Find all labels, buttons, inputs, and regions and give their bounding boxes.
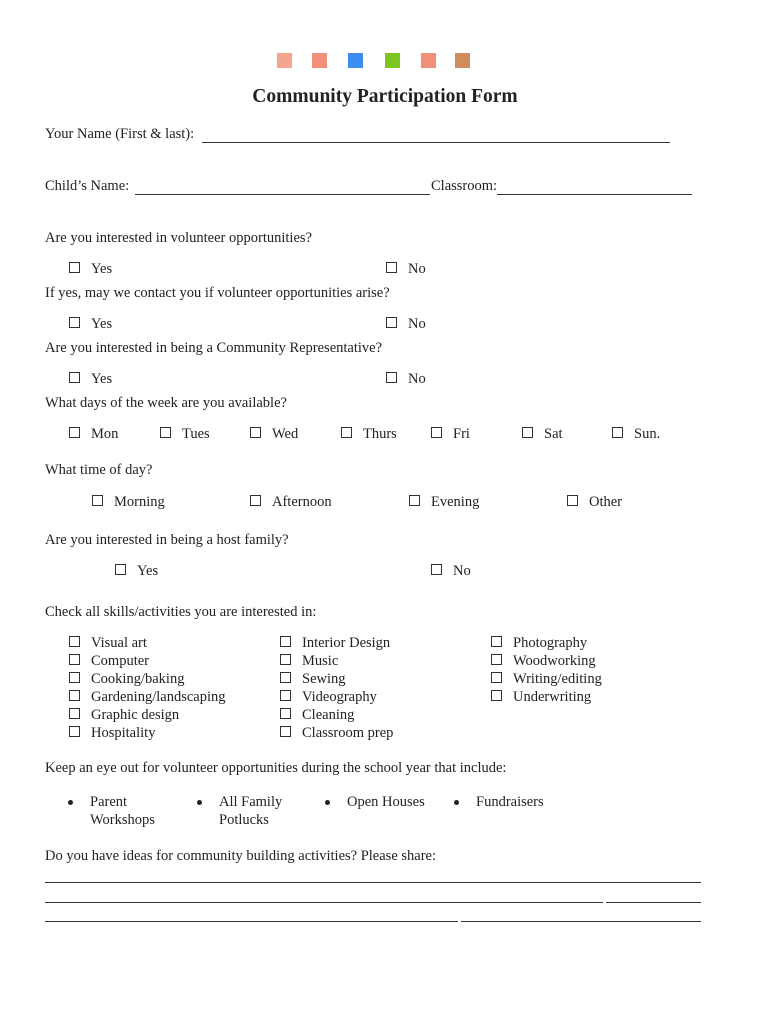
day-option-wed[interactable] bbox=[250, 426, 298, 443]
checkbox[interactable] bbox=[491, 636, 502, 647]
ideas-question: Do you have ideas for community building activities? Please share: bbox=[45, 848, 436, 864]
checkbox[interactable] bbox=[69, 636, 80, 647]
option-label: Cooking/baking bbox=[91, 671, 185, 687]
contact-yes-option[interactable] bbox=[69, 316, 112, 333]
day-option-tues[interactable] bbox=[160, 426, 210, 443]
day-option-mon[interactable] bbox=[69, 426, 118, 443]
skill-option[interactable] bbox=[491, 689, 591, 706]
skill-option[interactable] bbox=[280, 689, 377, 706]
event-line-1: All Family bbox=[219, 794, 283, 810]
option-label: Hospitality bbox=[91, 725, 156, 741]
event-line-2: Potlucks bbox=[219, 812, 269, 828]
option-label: Thurs bbox=[363, 426, 397, 442]
child-name-field[interactable] bbox=[135, 194, 430, 195]
your-name-field[interactable] bbox=[202, 142, 670, 143]
checkbox[interactable] bbox=[69, 317, 80, 328]
option-label: Mon bbox=[91, 426, 119, 442]
option-label: Morning bbox=[114, 494, 165, 510]
checkbox[interactable] bbox=[491, 690, 502, 701]
checkbox[interactable] bbox=[280, 690, 291, 701]
contact-question: If yes, may we contact you if volunteer opportunities arise? bbox=[45, 285, 390, 301]
ideas-line-3b[interactable] bbox=[461, 921, 701, 922]
checkbox[interactable] bbox=[522, 427, 533, 438]
option-label: Yes bbox=[91, 316, 113, 332]
option-label: Afternoon bbox=[272, 494, 332, 510]
ideas-line-1[interactable] bbox=[45, 882, 701, 883]
day-option-sun[interactable] bbox=[612, 426, 660, 443]
option-label: Cleaning bbox=[302, 707, 355, 723]
event-line-1: Parent bbox=[90, 794, 128, 810]
checkbox[interactable] bbox=[115, 564, 126, 575]
your-name-label: Your Name (First & last): bbox=[45, 126, 195, 142]
checkbox[interactable] bbox=[69, 708, 80, 719]
option-label: No bbox=[408, 316, 426, 332]
option-label: Sat bbox=[544, 426, 563, 442]
skill-option[interactable] bbox=[69, 707, 179, 724]
skills-question: Check all skills/activities you are interested in: bbox=[45, 604, 317, 620]
logo-square-5 bbox=[421, 53, 436, 68]
option-label: No bbox=[408, 261, 426, 277]
ideas-line-3a[interactable] bbox=[45, 921, 458, 922]
page-title: Community Participation Form bbox=[252, 86, 518, 107]
skill-option[interactable] bbox=[491, 653, 596, 670]
logo-square-6 bbox=[455, 53, 470, 68]
checkbox[interactable] bbox=[280, 654, 291, 665]
checkbox[interactable] bbox=[160, 427, 171, 438]
option-label: Computer bbox=[91, 653, 149, 669]
checkbox[interactable] bbox=[280, 636, 291, 647]
option-label: Visual art bbox=[91, 635, 147, 651]
checkbox[interactable] bbox=[250, 427, 261, 438]
skill-option[interactable] bbox=[69, 653, 149, 670]
option-label: Evening bbox=[431, 494, 480, 510]
option-label: No bbox=[453, 563, 471, 579]
events-intro: Keep an eye out for volunteer opportunities during the school year that include: bbox=[45, 760, 507, 776]
checkbox[interactable] bbox=[69, 262, 80, 273]
checkbox[interactable] bbox=[280, 672, 291, 683]
checkbox[interactable] bbox=[69, 427, 80, 438]
logo-square-2 bbox=[312, 53, 327, 68]
checkbox[interactable] bbox=[280, 726, 291, 737]
checkbox[interactable] bbox=[341, 427, 352, 438]
checkbox[interactable] bbox=[431, 564, 442, 575]
option-label: Other bbox=[589, 494, 623, 510]
checkbox[interactable] bbox=[69, 690, 80, 701]
skill-option[interactable] bbox=[280, 653, 338, 670]
volunteer-yes-option[interactable] bbox=[69, 261, 112, 278]
event-line-1: Fundraisers bbox=[476, 794, 544, 810]
logo-square-3 bbox=[348, 53, 363, 68]
checkbox[interactable] bbox=[612, 427, 623, 438]
option-label: Tues bbox=[182, 426, 210, 442]
option-label: Wed bbox=[272, 426, 299, 442]
option-label: Gardening/landscaping bbox=[91, 689, 226, 705]
bullet-icon bbox=[454, 800, 459, 805]
option-label: Videography bbox=[302, 689, 377, 705]
checkbox[interactable] bbox=[567, 495, 578, 506]
bullet-icon bbox=[68, 800, 73, 805]
day-option-sat[interactable] bbox=[522, 426, 563, 443]
time-option-other[interactable] bbox=[567, 494, 622, 511]
logo-square-4 bbox=[385, 53, 400, 68]
option-label: Yes bbox=[137, 563, 159, 579]
host-no-option[interactable] bbox=[431, 563, 471, 580]
checkbox[interactable] bbox=[69, 672, 80, 683]
event-item bbox=[325, 793, 425, 811]
ideas-line-2a[interactable] bbox=[45, 902, 603, 903]
time-option-morning[interactable] bbox=[92, 494, 165, 511]
volunteer-question: Are you interested in volunteer opportunities? bbox=[45, 230, 312, 246]
option-label: Photography bbox=[513, 635, 588, 651]
host-question: Are you interested in being a host family? bbox=[45, 532, 289, 548]
volunteer-no-option[interactable] bbox=[386, 261, 426, 278]
checkbox[interactable] bbox=[409, 495, 420, 506]
contact-no-option[interactable] bbox=[386, 316, 426, 333]
checkbox[interactable] bbox=[69, 372, 80, 383]
representative-no-option[interactable] bbox=[386, 371, 426, 388]
logo-square-1 bbox=[277, 53, 292, 68]
ideas-line-2b[interactable] bbox=[606, 902, 701, 903]
option-label: Classroom prep bbox=[302, 725, 394, 741]
event-item bbox=[454, 793, 544, 811]
skill-option[interactable] bbox=[280, 671, 346, 688]
option-label: Underwriting bbox=[513, 689, 592, 705]
day-option-thurs[interactable] bbox=[341, 426, 397, 443]
checkbox[interactable] bbox=[280, 708, 291, 719]
event-item bbox=[197, 793, 282, 829]
checkbox[interactable] bbox=[386, 372, 397, 383]
skill-option[interactable] bbox=[491, 671, 602, 688]
classroom-field[interactable] bbox=[497, 194, 692, 195]
time-question: What time of day? bbox=[45, 462, 153, 478]
option-label: Fri bbox=[453, 426, 470, 442]
event-line-1: Open Houses bbox=[347, 794, 425, 810]
checkbox[interactable] bbox=[250, 495, 261, 506]
checkbox[interactable] bbox=[69, 654, 80, 665]
option-label: Woodworking bbox=[513, 653, 596, 669]
skill-option[interactable] bbox=[280, 725, 393, 742]
representative-question: Are you interested in being a Community Representative? bbox=[45, 340, 383, 356]
checkbox[interactable] bbox=[92, 495, 103, 506]
checkbox[interactable] bbox=[491, 654, 502, 665]
checkbox[interactable] bbox=[69, 726, 80, 737]
day-option-fri[interactable] bbox=[431, 426, 470, 443]
option-label: Sewing bbox=[302, 671, 346, 687]
checkbox[interactable] bbox=[386, 317, 397, 328]
skill-option[interactable] bbox=[69, 725, 155, 742]
checkbox[interactable] bbox=[386, 262, 397, 273]
skill-option[interactable] bbox=[69, 689, 226, 706]
child-name-label: Child’s Name: bbox=[45, 178, 130, 194]
skill-option[interactable] bbox=[491, 635, 587, 652]
time-option-afternoon[interactable] bbox=[250, 494, 332, 511]
option-label: Sun. bbox=[634, 426, 661, 442]
time-option-evening[interactable] bbox=[409, 494, 479, 511]
classroom-label: Classroom: bbox=[431, 178, 498, 194]
skill-option[interactable] bbox=[69, 635, 147, 652]
event-line-2: Workshops bbox=[90, 812, 155, 828]
checkbox[interactable] bbox=[491, 672, 502, 683]
option-label: Music bbox=[302, 653, 339, 669]
option-label: Yes bbox=[91, 261, 113, 277]
skill-option[interactable] bbox=[69, 671, 184, 688]
option-label: Interior Design bbox=[302, 635, 391, 651]
option-label: Yes bbox=[91, 371, 113, 387]
skill-option[interactable] bbox=[280, 635, 390, 652]
representative-yes-option[interactable] bbox=[69, 371, 112, 388]
event-item bbox=[68, 793, 155, 829]
bullet-icon bbox=[197, 800, 202, 805]
option-label: Graphic design bbox=[91, 707, 180, 723]
option-label: No bbox=[408, 371, 426, 387]
checkbox[interactable] bbox=[431, 427, 442, 438]
days-question: What days of the week are you available? bbox=[45, 395, 287, 411]
option-label: Writing/editing bbox=[513, 671, 602, 687]
host-yes-option[interactable] bbox=[115, 563, 158, 580]
skill-option[interactable] bbox=[280, 707, 354, 724]
bullet-icon bbox=[325, 800, 330, 805]
